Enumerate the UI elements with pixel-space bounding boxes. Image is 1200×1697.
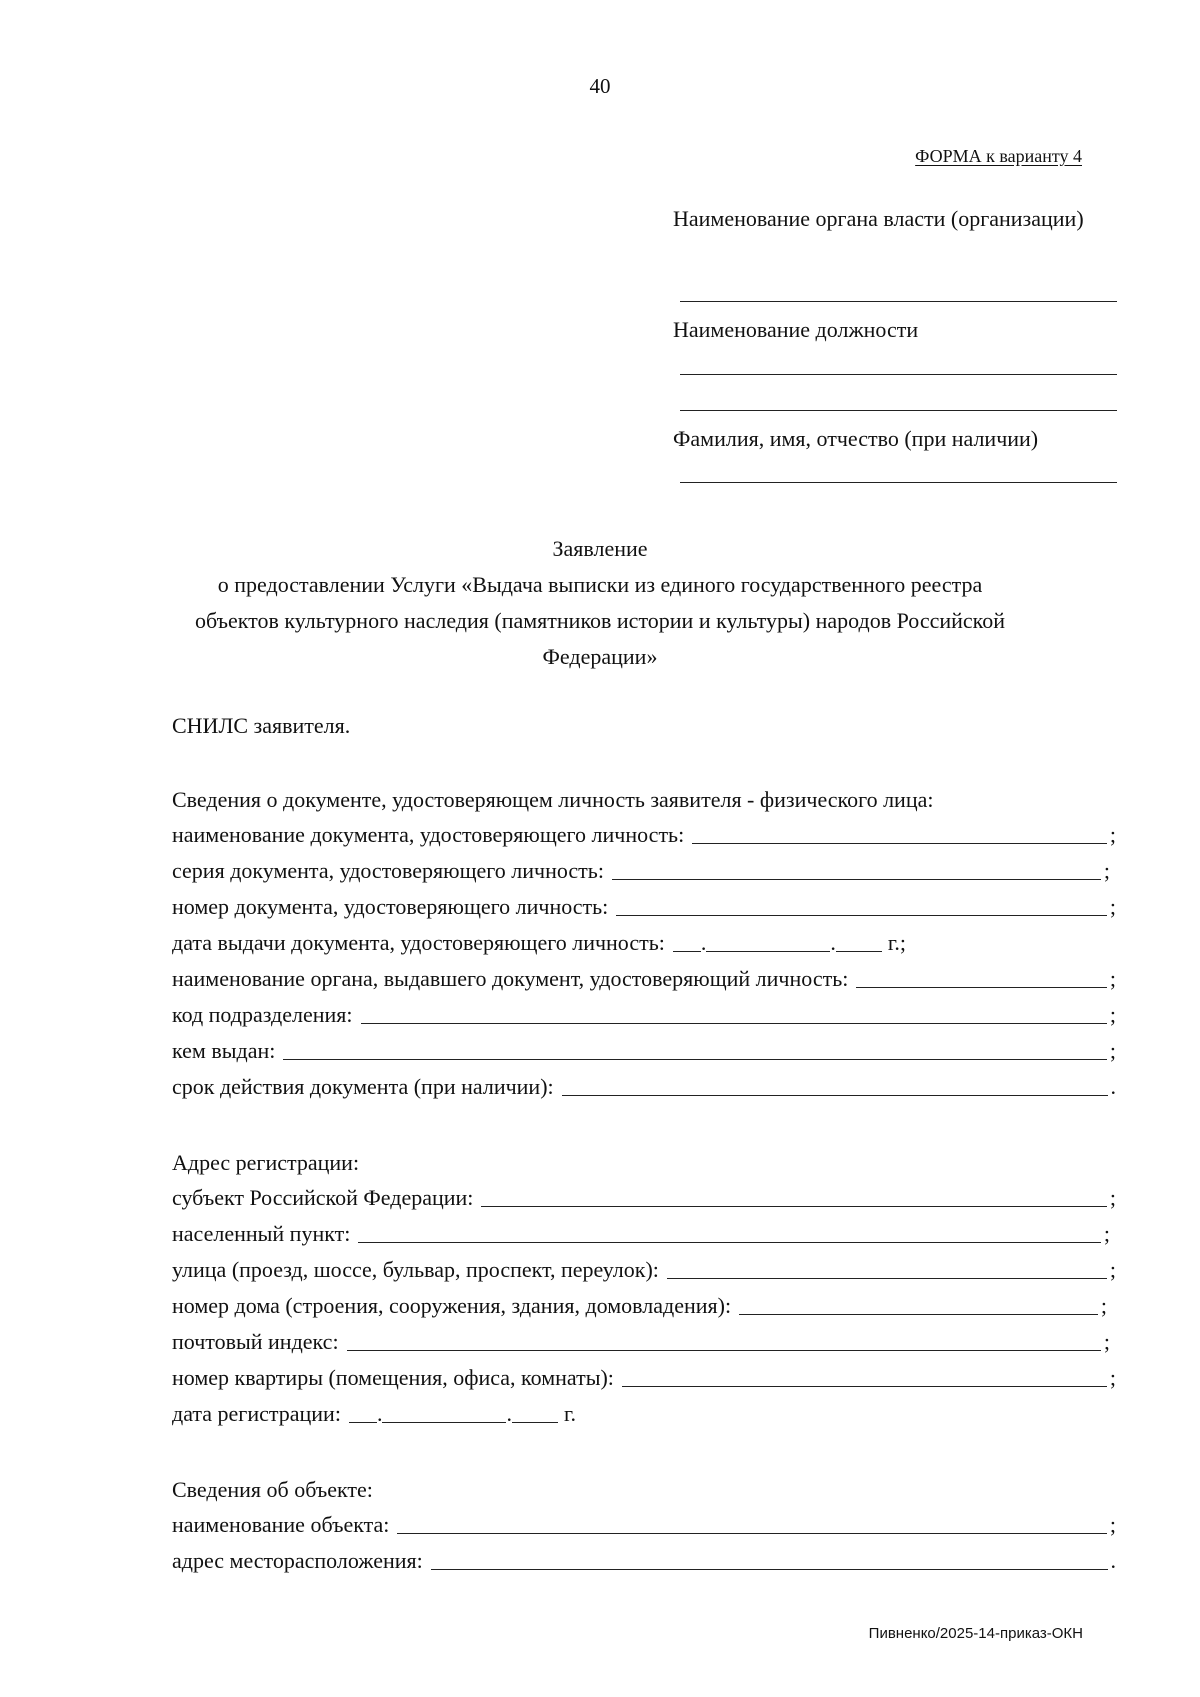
fill-line[interactable] xyxy=(739,1314,1098,1315)
field-end: ; xyxy=(1109,1185,1116,1210)
day-blank[interactable] xyxy=(673,951,701,952)
field-doc-number[interactable] xyxy=(172,886,1116,922)
field-end: . xyxy=(1110,1548,1116,1573)
fill-line[interactable] xyxy=(361,1023,1107,1024)
field-label: почтовый индекс: xyxy=(172,1329,339,1354)
field-validity[interactable] xyxy=(172,1066,1116,1102)
field-label: номер дома (строения, сооружения, здания, домовладения): xyxy=(172,1293,732,1318)
day-blank[interactable] xyxy=(349,1422,377,1423)
field-division-code[interactable] xyxy=(172,994,1116,1030)
fill-line[interactable] xyxy=(347,1350,1101,1351)
field-doc-series[interactable] xyxy=(172,850,1110,886)
registration-heading: Адрес регистрации: xyxy=(172,1150,360,1175)
field-label: код подразделения: xyxy=(172,1002,353,1027)
date-dot: . xyxy=(376,1401,383,1426)
fill-line[interactable] xyxy=(481,1206,1106,1207)
organ-label-text: Наименование органа власти (организации) xyxy=(673,206,1084,231)
position-label-text: Наименование должности xyxy=(673,317,919,342)
recipient-fio-line[interactable] xyxy=(673,482,1117,484)
field-end: ; xyxy=(1103,1329,1110,1354)
field-object-name[interactable] xyxy=(172,1504,1116,1540)
field-region[interactable] xyxy=(172,1177,1116,1213)
field-end: ; xyxy=(1100,1293,1107,1318)
field-doc-name[interactable] xyxy=(172,814,1116,850)
recipient-organ-line[interactable] xyxy=(673,301,1117,303)
field-end: ; xyxy=(1109,966,1116,991)
field-apartment[interactable] xyxy=(172,1357,1116,1393)
field-end: ; xyxy=(1109,1365,1116,1390)
fill-line[interactable] xyxy=(616,915,1107,916)
field-postal-code[interactable] xyxy=(172,1321,1110,1357)
recipient-position-line-1[interactable] xyxy=(673,374,1117,376)
field-object-address[interactable] xyxy=(172,1540,1116,1576)
field-label: улица (проезд, шоссе, бульвар, проспект, переулок): xyxy=(172,1257,659,1282)
field-label: дата регистрации: xyxy=(172,1401,341,1426)
fill-line[interactable] xyxy=(283,1059,1107,1060)
field-end: ; xyxy=(1109,822,1116,847)
page-number: 40 xyxy=(589,74,611,98)
field-label: наименование документа, удостоверяющего личность: xyxy=(172,822,685,847)
field-end: . xyxy=(1110,1074,1116,1099)
title-line-2: о предоставлении Услуги «Выдача выписки из единого государственного реестра xyxy=(217,572,983,597)
fill-line[interactable] xyxy=(612,879,1101,880)
fill-line[interactable] xyxy=(692,843,1107,844)
field-locality[interactable] xyxy=(172,1213,1110,1249)
recipient-fio-label xyxy=(673,421,1117,457)
field-label: срок действия документа (при наличии): xyxy=(172,1074,554,1099)
recipient-position-label xyxy=(673,312,1117,348)
fill-line[interactable] xyxy=(431,1569,1108,1570)
field-label: номер квартиры (помещения, офиса, комнаты): xyxy=(172,1365,614,1390)
month-blank[interactable] xyxy=(382,1422,506,1423)
field-doc-issue-date[interactable] xyxy=(172,922,906,958)
field-end: ; xyxy=(1109,1002,1116,1027)
fill-line[interactable] xyxy=(667,1278,1107,1279)
field-label: наименование органа, выдавшего документ, удостоверяющий личность: xyxy=(172,966,849,991)
fill-line[interactable] xyxy=(562,1095,1108,1096)
object-heading: Сведения об объекте: xyxy=(172,1477,373,1502)
field-label: номер документа, удостоверяющего личность: xyxy=(172,894,609,919)
date-dot: . xyxy=(700,930,707,955)
identity-heading: Сведения о документе, удостоверяющем личность заявителя - физического лица: xyxy=(172,787,934,812)
field-end: ; xyxy=(1103,858,1110,883)
date-dot: . xyxy=(830,930,836,955)
year-suffix: г. xyxy=(563,1401,576,1426)
field-end: ; xyxy=(1103,1221,1110,1246)
fill-line[interactable] xyxy=(397,1533,1106,1534)
recipient-organ-label xyxy=(673,201,1117,237)
footer-reference: Пивненко/2025-14-приказ-ОКН xyxy=(868,1625,1083,1642)
month-blank[interactable] xyxy=(706,951,830,952)
field-label: наименование объекта: xyxy=(172,1512,390,1537)
fio-label-text: Фамилия, имя, отчество (при наличии) xyxy=(673,426,1039,451)
field-end: ; xyxy=(1109,1512,1116,1537)
field-street[interactable] xyxy=(172,1249,1116,1285)
recipient-position-line-2[interactable] xyxy=(673,410,1117,412)
form-reference: ФОРМА к варианту 4 xyxy=(915,146,1082,166)
year-blank[interactable] xyxy=(836,951,882,952)
fill-line[interactable] xyxy=(856,987,1107,988)
title-line-4: Федерации» xyxy=(542,644,658,669)
field-house[interactable] xyxy=(172,1285,1107,1321)
fill-line[interactable] xyxy=(358,1242,1101,1243)
year-blank[interactable] xyxy=(512,1422,558,1423)
field-issued-by[interactable] xyxy=(172,1030,1116,1066)
field-label: дата выдачи документа, удостоверяющего личность: xyxy=(172,930,665,955)
title-line-3: объектов культурного наследия (памятников истории и культуры) народов Российской xyxy=(194,608,1006,633)
field-label: кем выдан: xyxy=(172,1038,276,1063)
title-line-1: Заявление xyxy=(552,536,648,561)
snils-text: СНИЛС заявителя. xyxy=(172,713,351,738)
date-dot: . xyxy=(506,1401,512,1426)
field-end: ; xyxy=(1109,1038,1116,1063)
fill-line[interactable] xyxy=(622,1386,1107,1387)
field-end: ; xyxy=(1109,1257,1116,1282)
year-suffix: г.; xyxy=(887,930,907,955)
field-end: ; xyxy=(1109,894,1116,919)
document-title xyxy=(0,531,1200,675)
field-label: субъект Российской Федерации: xyxy=(172,1185,474,1210)
field-label: серия документа, удостоверяющего личность: xyxy=(172,858,604,883)
field-label: адрес месторасположения: xyxy=(172,1548,423,1573)
field-label: населенный пункт: xyxy=(172,1221,351,1246)
field-registration-date[interactable] xyxy=(172,1393,576,1429)
field-issuing-organ[interactable] xyxy=(172,958,1116,994)
